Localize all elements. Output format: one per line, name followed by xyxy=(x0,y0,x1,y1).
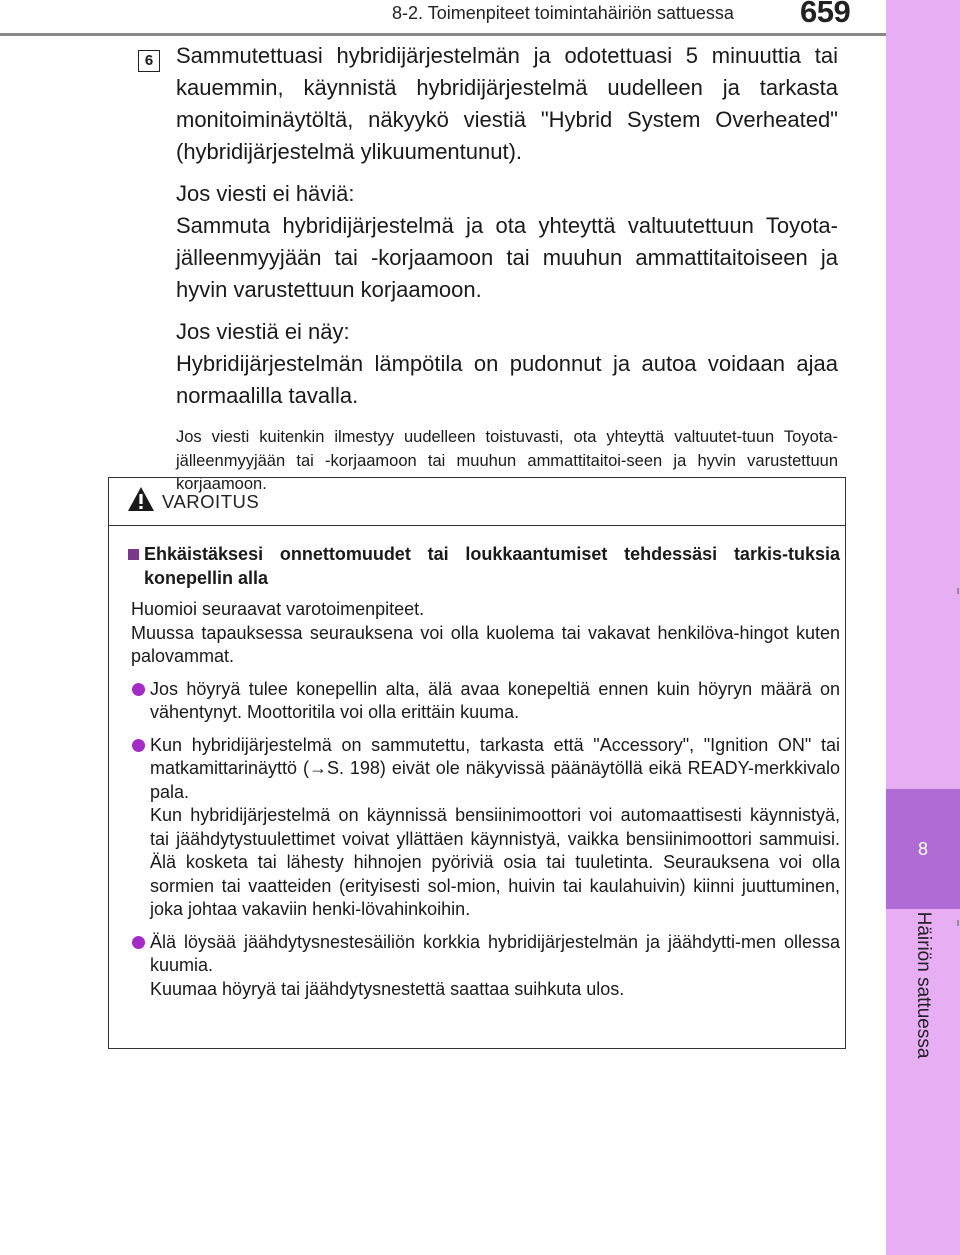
page-number: 659 xyxy=(800,0,851,29)
bullet-dot-icon xyxy=(132,936,145,949)
warning-item-text: Kun hybridijärjestelmä on sammutettu, tarkasta että "Accessory", "Ignition ON" tai matkamittarinäyttö (→S. 198) eivät ole näkyvissä päänäytöllä eikä READY-merkkivalo pala. xyxy=(150,734,840,802)
case2-action: Hybridijärjestelmän lämpötila on pudonnut ja autoa voidaan ajaa normaalilla tavalla. xyxy=(176,351,838,408)
chapter-number: 8 xyxy=(917,839,928,859)
warning-item-text: Älä löysää jäähdytysnestesäiliön korkkia hybridijärjestelmän ja jäähdytti-men ollessa kuumia. xyxy=(150,931,840,975)
step-note: Jos viesti kuitenkin ilmestyy uudelleen toistuvasti, ota yhteyttä valtuutet-tuun Toyota-jälleenmyyjään tai -korjaamoon tai muuhun ammattitaitoi-seen ja hyvin varustettuun korjaamoon. xyxy=(176,428,838,493)
warning-intro-line: Huomioi seuraavat varotoimenpiteet. xyxy=(131,599,425,619)
warning-item-extra: Kuumaa höyryä tai jäähdytysnestettä saattaa suihkuta ulos. xyxy=(150,978,625,999)
case2-condition: Jos viestiä ei näy: xyxy=(176,319,350,344)
case1-action: Sammuta hybridijärjestelmä ja ota yhteyttä valtuutettuun Toyota-jälleenmyyjään tai -korjaamoon tai muuhun ammattitaitoiseen ja hyvin varustettuun korjaamoon. xyxy=(176,213,838,302)
header-divider xyxy=(0,33,886,36)
case1-condition: Jos viesti ei häviä: xyxy=(176,181,355,206)
side-tab xyxy=(886,0,960,1255)
tab-tick-mark xyxy=(957,588,959,594)
warning-item-extra: Kun hybridijärjestelmä on käynnissä bensiinimoottori voi automaattisesti käynnistyä, tai jäähdytystuulettimet voivat yllättäen käynnistyä, vaikka bensiinimoottori sammuisi. Älä kosketa tai lähesty hihnojen pyöriviä osia tai tuuletinta. Seurauksena voi olla sormien tai vaatteiden (erityisesti sol-mion, huivin tai kaulahuivin) kiinni juuttuminen, joka johtaa vakaviin henki-lövahinkoihin. xyxy=(150,805,840,919)
warning-heading xyxy=(128,543,840,590)
warning-header xyxy=(109,478,845,526)
bullet-dot-icon xyxy=(132,683,145,696)
step-instruction: Sammutettuasi hybridijärjestelmän ja odotettuasi 5 minuuttia tai kauemmin, käynnistä hybridijärjestelmä uudelleen ja tarkasta monitoiminäytöltä, näkyykö viestiä "Hybrid System Overheated" (hybridijärjestelmä ylikuumentunut). xyxy=(176,43,838,164)
bullet-dot-icon xyxy=(132,739,145,752)
warning-title: VAROITUS xyxy=(162,491,260,512)
warning-triangle-icon xyxy=(127,486,155,512)
chapter-label: Häiriön sattuessa xyxy=(913,911,934,1059)
warning-body xyxy=(128,543,840,1010)
warning-intro-line: Muussa tapauksessa seurauksena voi olla kuolema tai vakavat henkilöva-hingot kuten palovammat. xyxy=(131,622,840,666)
warning-list-item xyxy=(128,678,840,725)
square-bullet-icon xyxy=(128,549,139,560)
warning-box xyxy=(108,477,846,1049)
warning-list-item xyxy=(128,734,840,922)
warning-heading-text: Ehkäistäksesi onnettomuudet tai loukkaantumiset tehdessäsi tarkis-tuksia konepellin alla xyxy=(144,544,840,588)
warning-list-item xyxy=(128,931,840,1002)
step-content xyxy=(176,40,838,497)
section-title: 8-2. Toimenpiteet toimintahäiriön sattuessa xyxy=(392,3,734,23)
warning-intro xyxy=(128,598,840,669)
step-number-badge: 6 xyxy=(138,50,160,72)
warning-item-text: Jos höyryä tulee konepellin alta, älä avaa konepeltiä ennen kuin höyryn määrä on vähentynyt. Moottoritila voi olla erittäin kuuma. xyxy=(150,678,840,722)
tab-tick-mark xyxy=(957,920,959,926)
chapter-number-tab xyxy=(886,789,960,909)
